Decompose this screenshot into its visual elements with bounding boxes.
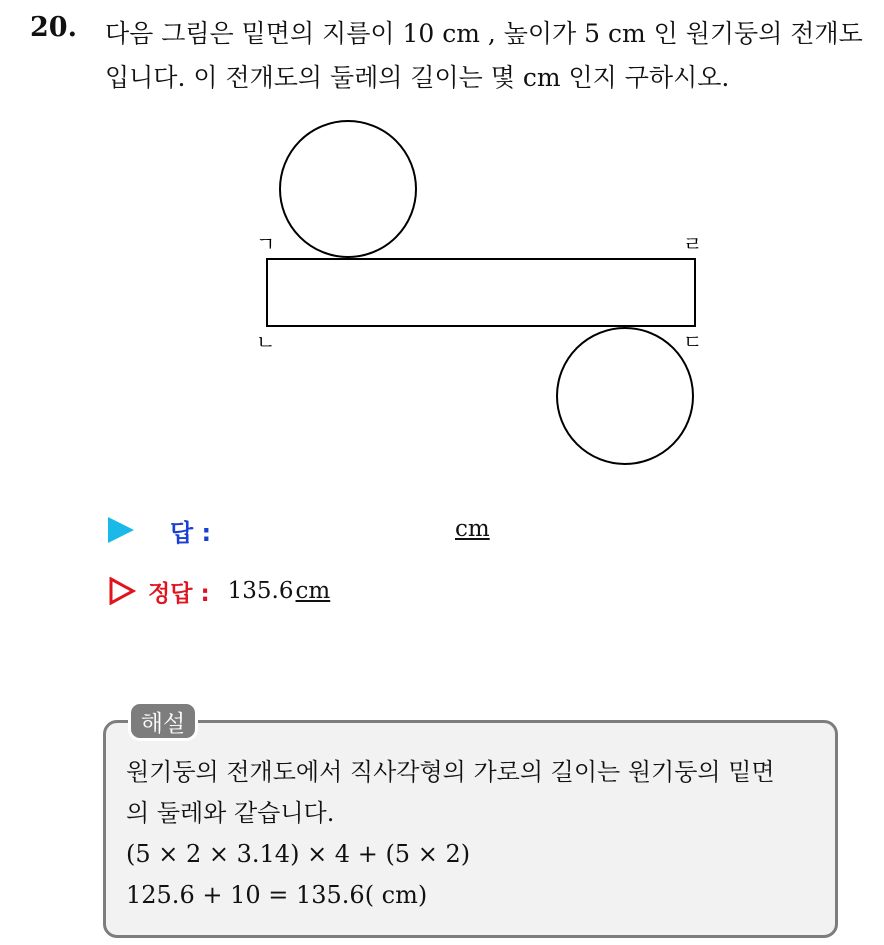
answer-arrow-icon — [108, 517, 134, 543]
explanation-line-3: (5 × 2 × 3.14) × 4 + (5 × 2) — [126, 840, 471, 868]
correct-arrow-icon — [108, 577, 136, 605]
explanation-text — [126, 752, 831, 916]
correct-answer-row — [108, 573, 330, 609]
question-number: 20. — [30, 12, 77, 43]
answer-unit: cm — [455, 516, 490, 542]
question-text — [105, 12, 875, 100]
label-top-right: ㄹ — [683, 232, 703, 256]
correct-label: 정답 : — [148, 580, 210, 607]
explanation-line-2: 의 둘레와 같습니다. — [126, 799, 335, 827]
bottom-base-circle — [557, 328, 693, 464]
answer-row — [108, 512, 211, 548]
label-bottom-left: ㄴ — [256, 330, 276, 354]
label-bottom-right: ㄷ — [683, 330, 703, 354]
correct-unit: cm — [295, 578, 331, 604]
answer-label: 답 : — [170, 518, 212, 547]
correct-number: 135.6 — [227, 578, 294, 604]
explanation-tab: 해설 — [128, 701, 198, 741]
label-top-left: ㄱ — [256, 232, 276, 256]
correct-value — [228, 578, 331, 604]
explanation-line-4: 125.6 + 10 = 135.6( cm) — [126, 881, 428, 909]
cylinder-net-figure — [240, 115, 710, 475]
question-text-line-2: 입니다. 이 전개도의 둘레의 길이는 몇 cm 인지 구하시오. — [105, 63, 730, 92]
explanation-line-1: 원기둥의 전개도에서 직사각형의 가로의 길이는 원기둥의 밑면 — [126, 758, 775, 786]
top-base-circle — [280, 121, 416, 257]
lateral-rectangle — [267, 259, 695, 326]
question-text-line-1: 다음 그림은 밑면의 지름이 10 cm , 높이가 5 cm 인 원기둥의 전개도 — [105, 19, 863, 48]
